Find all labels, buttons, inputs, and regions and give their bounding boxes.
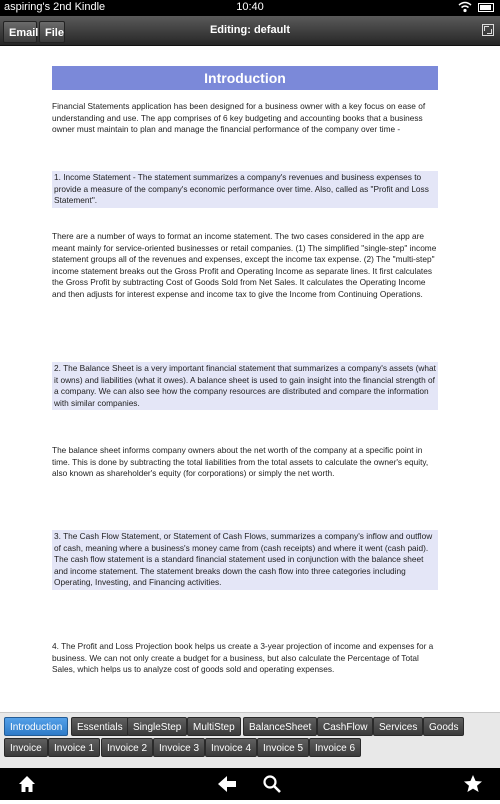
tab-invoice-4[interactable]: Invoice 4	[205, 738, 257, 757]
fullscreen-icon[interactable]	[482, 24, 494, 36]
device-name: aspiring's 2nd Kindle	[4, 1, 106, 13]
intro-paragraph: Financial Statements application has been designed for a business owner with a key focus on ease of understanding and use. The app comprises of 6 key budgeting and accounting books that a business owner must maintain to plan and manage the financial performance of the company over time -	[52, 101, 426, 135]
tab-invoice[interactable]: Invoice	[4, 738, 48, 757]
tab-essentials[interactable]: Essentials	[71, 717, 129, 736]
tab-invoice-6[interactable]: Invoice 6	[309, 738, 361, 757]
search-icon[interactable]	[257, 768, 287, 800]
status-bar	[0, 0, 500, 16]
tab-introduction[interactable]: Introduction	[4, 717, 68, 736]
sheet-tabs	[0, 712, 500, 768]
email-button[interactable]: Email	[3, 21, 37, 43]
editing-title: Editing: default	[209, 24, 291, 36]
tab-goods[interactable]: Goods	[423, 717, 464, 736]
tab-singlestep[interactable]: SingleStep	[127, 717, 187, 736]
wifi-icon	[458, 1, 472, 13]
tab-invoice-5[interactable]: Invoice 5	[257, 738, 309, 757]
tab-services[interactable]: Services	[373, 717, 423, 736]
income-statement-paragraph: 1. Income Statement - The statement summarizes a company's revenues and business expenses to provide a measure of the company's economic performance over time. Also, called as "Profit and Loss Statement".	[52, 171, 438, 208]
favorite-icon[interactable]	[458, 768, 488, 800]
battery-icon	[478, 3, 494, 12]
balance-sheet-paragraph: 2. The Balance Sheet is a very important financial statement that summarizes a company's assets (what it owns) and liabilities (what it owes). A balance sheet is used to gain insight into the financial strength of a company. We can also see how the company resources are distributed and compare the information with similar companies.	[52, 362, 438, 410]
net-worth-paragraph: The balance sheet informs company owners about the net worth of the company at a specific point in time. This is done by subtracting the total liabilities from the total assets to calculate the owner's equity, also known as shareholder's equity (for corporations) or simply the net worth.	[52, 445, 429, 479]
system-nav-bar	[0, 768, 500, 800]
tab-invoice-2[interactable]: Invoice 2	[101, 738, 153, 757]
toolbar	[0, 16, 500, 46]
tab-balancesheet[interactable]: BalanceSheet	[243, 717, 317, 736]
section-heading: Introduction	[52, 66, 438, 90]
file-button[interactable]: File	[39, 21, 65, 43]
income-format-paragraph: There are a number of ways to format an income statement. The two cases considered in the app are meant mainly for service-oriented businesses or retail companies. (1) The simplified "single-step" income statement groups all of the revenues and expenses, except the income tax expense. (2) The "multi-step" income statement breaks out the Gross Profit and Operating Income as separate lines. It first calculates the Gross Profit by subtracting Cost of Goods Sold from Net Sales. It calculates the Operating Income and then adjusts for interest expense and income tax to give the Income from Continuing Operations.	[52, 231, 437, 299]
status-icons	[458, 1, 494, 13]
profit-loss-paragraph: 4. The Profit and Loss Projection book helps us create a 3-year projection of income and expenses for a business. We can not only create a budget for a business, but also calculate the Percentage of Total Sales, which helps us to analyze cost of goods sold and operating expenses.	[52, 641, 434, 675]
document-content[interactable]	[0, 47, 500, 712]
tab-multistep[interactable]: MultiStep	[187, 717, 241, 736]
cash-flow-paragraph: 3. The Cash Flow Statement, or Statement of Cash Flows, summarizes a company's inflow and outflow of cash, meaning where a business's money came from (cash receipts) and where it went (cash paid). The cash flow statement is a standard financial statement used in conjunction with the balance sheet and income statement. The statement breaks down the cash flow into three categories including Operating, Investing, and Financing activities.	[52, 530, 438, 590]
clock: 10:40	[236, 1, 264, 13]
back-icon[interactable]	[212, 768, 242, 800]
tab-invoice-1[interactable]: Invoice 1	[48, 738, 100, 757]
home-icon[interactable]	[12, 768, 42, 800]
tab-cashflow[interactable]: CashFlow	[317, 717, 373, 736]
tab-invoice-3[interactable]: Invoice 3	[153, 738, 205, 757]
